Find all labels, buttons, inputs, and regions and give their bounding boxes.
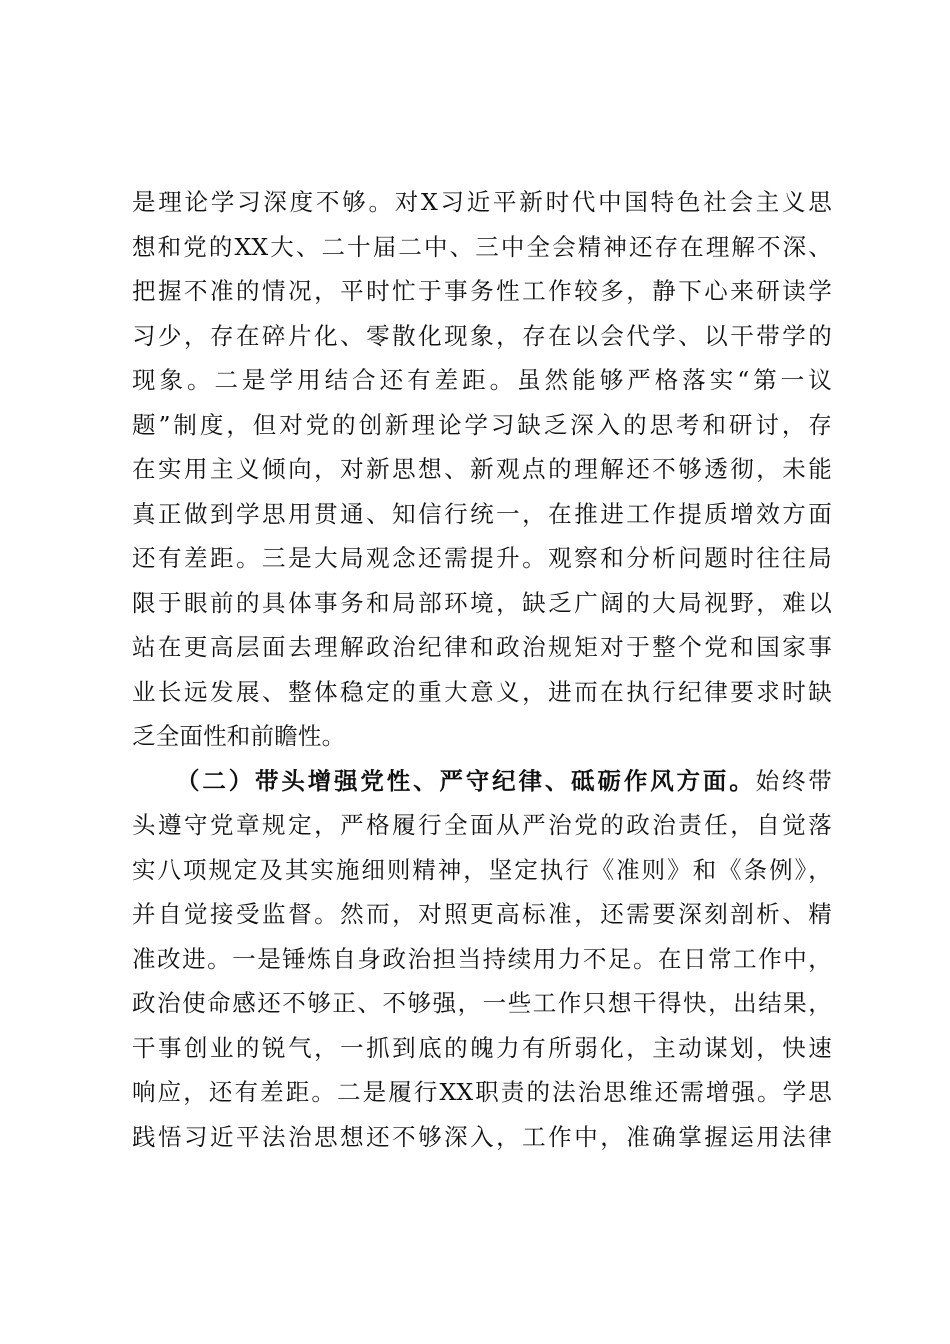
- section-heading-rest: 始终带: [755, 766, 832, 795]
- text-line: 是理论学习深度不够。对X习近平新时代中国特色社会主义思: [132, 188, 832, 216]
- text-line: 还有差距。三是大局观念还需提升。观察和分析问题时往往局: [132, 544, 832, 572]
- text-line: 想和党的XX大、二十届二中、三中全会精神还存在理解不深、: [132, 232, 832, 261]
- text-line: 实八项规定及其实施细则精神，坚定执行《准则》和《条例》，: [132, 855, 832, 884]
- text-line: 乏全面性和前瞻性。: [132, 722, 346, 750]
- text-line: 准改进。一是锤炼自身政治担当持续用力不足。在日常工作中，: [132, 944, 832, 973]
- text-line: 并自觉接受监督。然而，对照更高标准，还需要深刻剖析、精: [132, 900, 832, 928]
- text-line: 在实用主义倾向，对新思想、新观点的理解还不够透彻，未能: [132, 455, 832, 483]
- text-line: 站在更高层面去理解政治纪律和政治规矩对于整个党和国家事: [132, 633, 832, 661]
- text-line: 把握不准的情况，平时忙于事务性工作较多，静下心来研读学: [132, 277, 832, 305]
- text-line: 干事创业的锐气，一抓到底的魄力有所弱化，主动谋划，快速: [132, 1033, 832, 1062]
- section-heading: （二）带头增强党性、严守纪律、砥砺作风方面。: [176, 766, 756, 795]
- text-line: 响应，还有差距。二是履行XX职责的法治思维还需增强。学思: [132, 1078, 832, 1106]
- section-heading-line: [132, 759, 832, 804]
- body-text: [132, 180, 832, 1159]
- text-line: 现象。二是学用结合还有差距。虽然能够严格落实“第一议: [132, 366, 832, 394]
- text-line: 真正做到学思用贯通、知信行统一，在推进工作提质增效方面: [132, 499, 832, 528]
- text-line: 践悟习近平法治思想还不够深入，工作中，准确掌握运用法律: [132, 1122, 832, 1151]
- text-line: 政治使命感还不够正、不够强，一些工作只想干得快，出结果，: [132, 989, 832, 1017]
- text-line: 习少，存在碎片化、零散化现象，存在以会代学、以干带学的: [132, 321, 832, 350]
- text-line: 头遵守党章规定，严格履行全面从严治党的政治责任，自觉落: [132, 811, 832, 839]
- text-line: 限于眼前的具体事务和局部环境，缺乏广阔的大局视野，难以: [132, 588, 832, 617]
- text-line: 题”制度，但对党的创新理论学习缺乏深入的思考和研讨，存: [132, 410, 832, 439]
- text-line: 业长远发展、整体稳定的重大意义，进而在执行纪律要求时缺: [132, 677, 832, 706]
